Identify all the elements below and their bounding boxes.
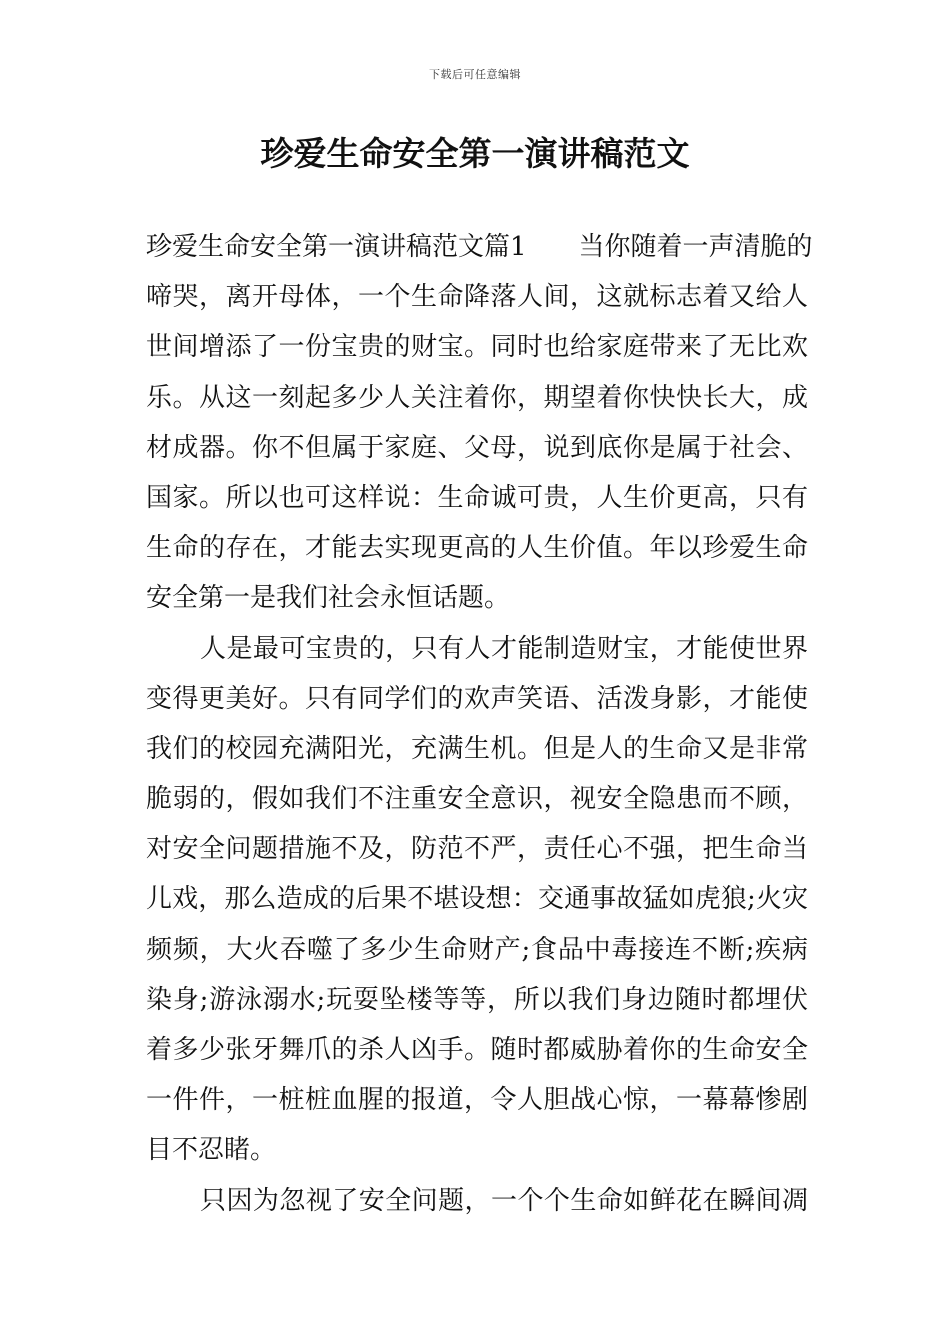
text-line: 啼哭，离开母体，一个生命降落人间，这就标志着又给人 <box>146 282 808 313</box>
text-line: 着多少张牙舞爪的杀人凶手。随时都威胁着你的生命安全 <box>146 1035 808 1065</box>
text-line: 变得更美好。只有同学们的欢声笑语、活泼身影，才能使 <box>146 683 808 714</box>
text-line: 安全第一是我们社会永恒话题。 <box>146 583 511 614</box>
text-line: 材成器。你不但属于家庭、父母，说到底你是属于社会、 <box>146 432 808 463</box>
text-line: 人是最可宝贵的，只有人才能制造财宝，才能使世界 <box>200 633 808 664</box>
text-line: 生命的存在，才能去实现更高的人生价值。年以珍爱生命 <box>146 533 808 564</box>
page-title: 珍爱生命安全第一演讲稿范文 <box>260 134 690 173</box>
text-line: 国家。所以也可这样说：生命诚可贵，人生价更高，只有 <box>146 482 808 513</box>
text-line: 珍爱生命安全第一演讲稿范文篇1 当你随着一声清脆的 <box>146 232 813 262</box>
text-line: 世间增添了一份宝贵的财宝。同时也给家庭带来了无比欢 <box>146 332 808 363</box>
body-text <box>146 222 813 1226</box>
text-line: 儿戏，那么造成的后果不堪设想：交通事故猛如虎狼;火灾 <box>146 884 808 915</box>
text-line: 染身;游泳溺水;玩耍坠楼等等，所以我们身边随时都埋伏 <box>146 984 808 1015</box>
text-line: 我们的校园充满阳光，充满生机。但是人的生命又是非常 <box>146 733 808 764</box>
text-line: 目不忍睹。 <box>146 1135 277 1166</box>
text-line: 一件件，一桩桩血腥的报道，令人胆战心惊，一幕幕惨剧 <box>146 1085 808 1116</box>
header-note: 下载后可任意编辑 <box>429 68 521 81</box>
text-line: 脆弱的，假如我们不注重安全意识，视安全隐患而不顾， <box>146 784 808 815</box>
text-line: 只因为忽视了安全问题，一个个生命如鲜花在瞬间凋 <box>200 1185 808 1216</box>
text-line: 对安全问题措施不及，防范不严，责任心不强，把生命当 <box>146 834 808 865</box>
text-line: 乐。从这一刻起多少人关注着你，期望着你快快长大，成 <box>146 382 808 413</box>
text-line: 频频，大火吞噬了多少生命财产;食品中毒接连不断;疾病 <box>146 934 808 965</box>
